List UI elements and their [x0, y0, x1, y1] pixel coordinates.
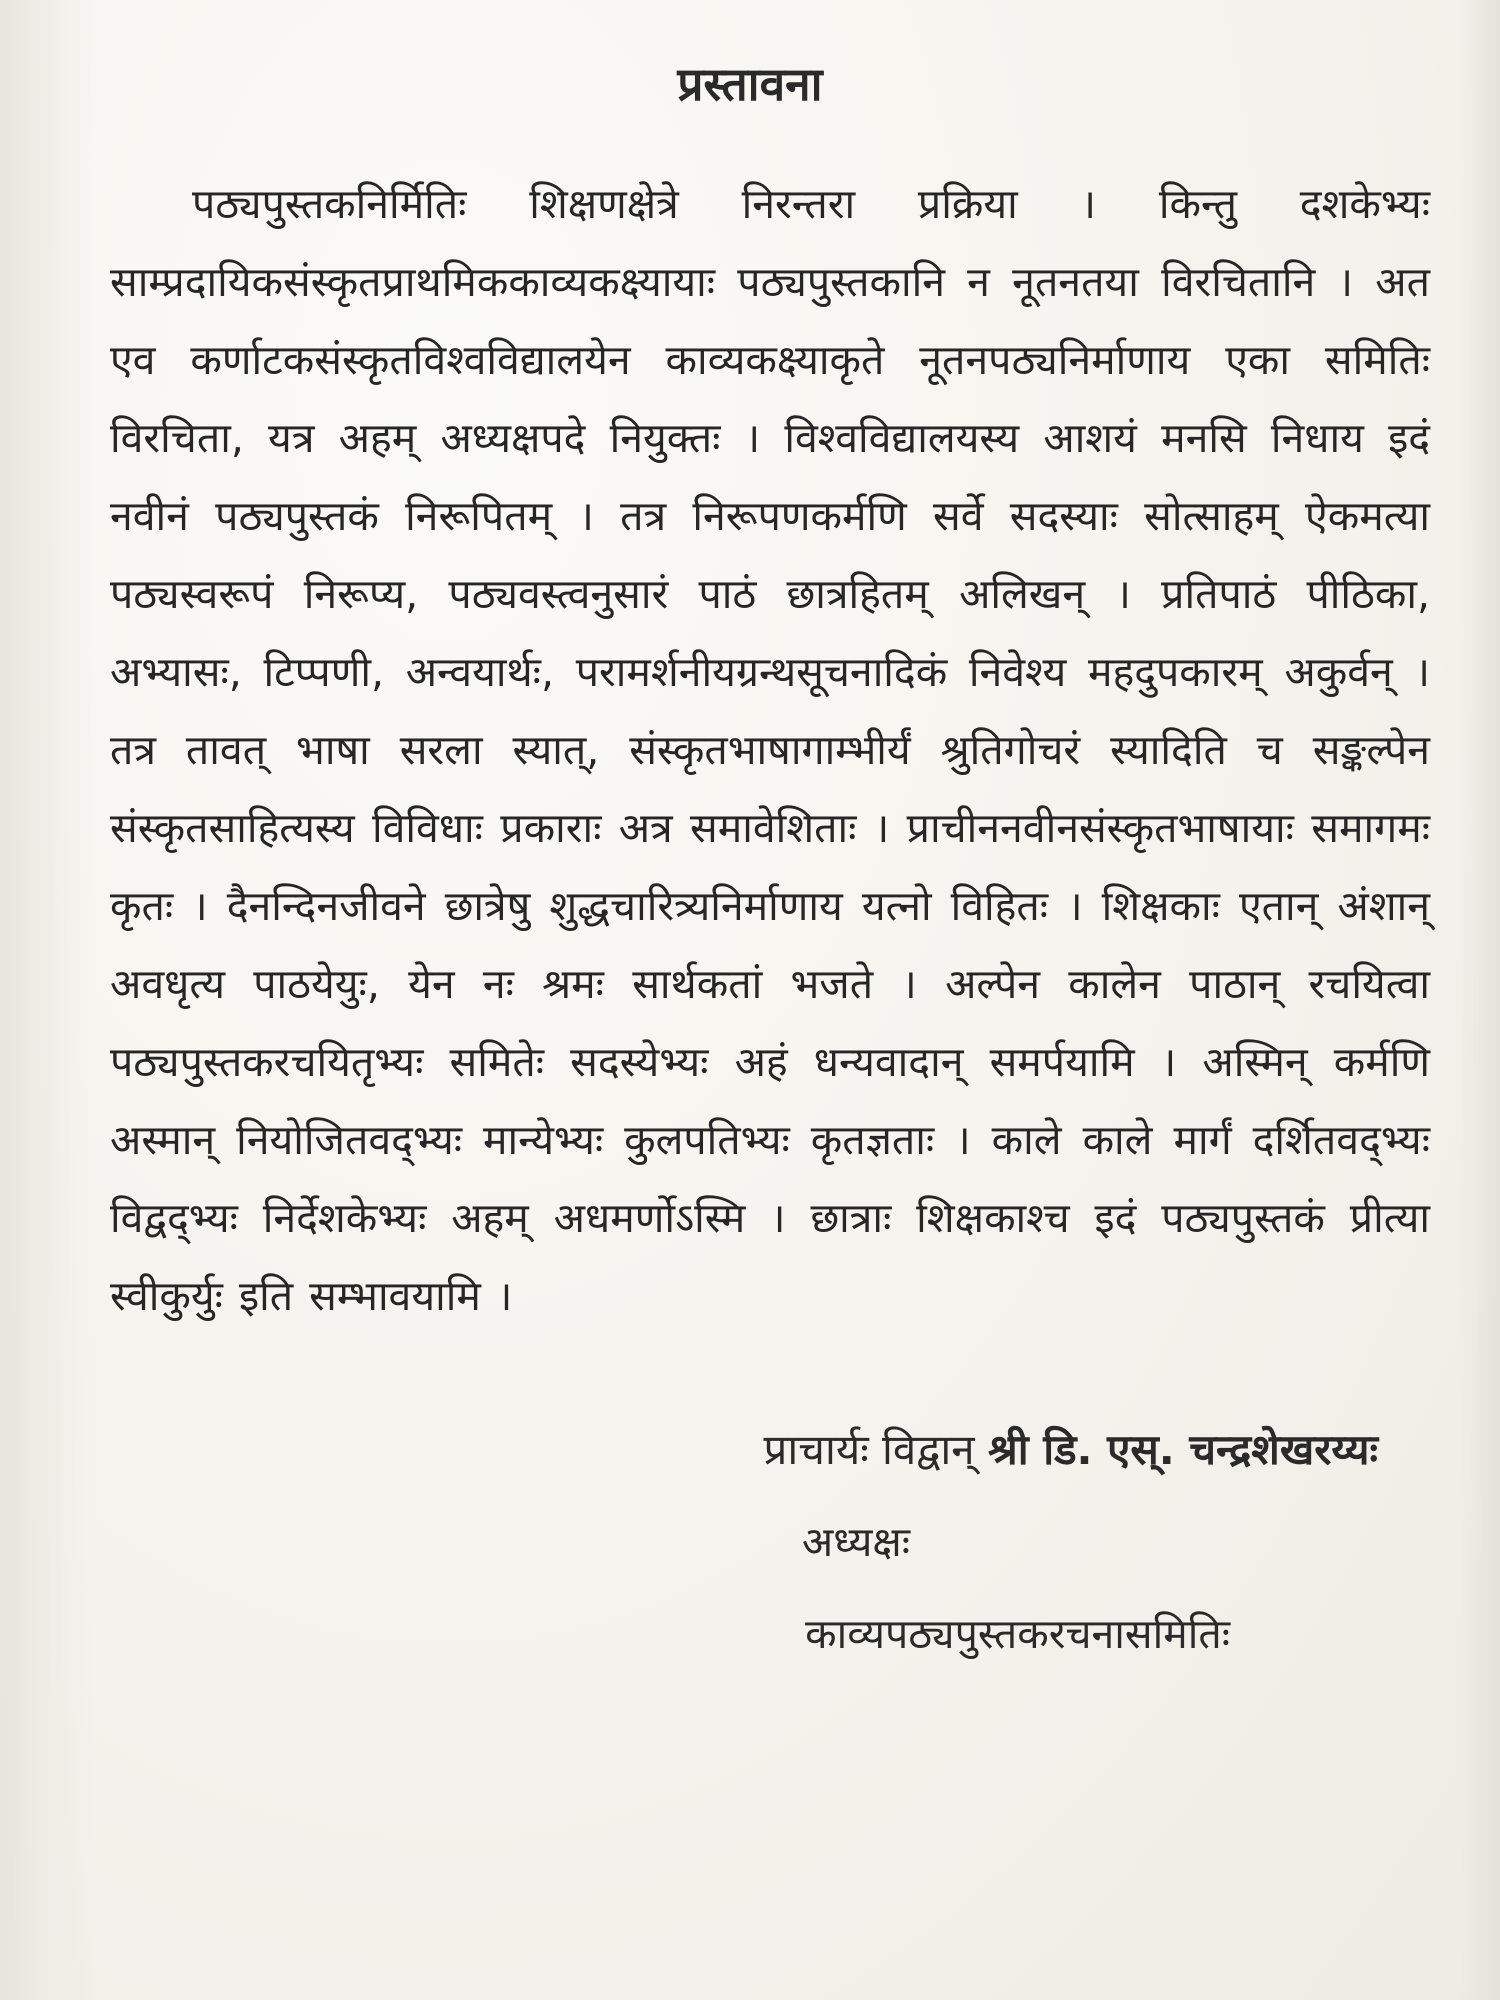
preface-body: पठ्यपुस्तकनिर्मितिः शिक्षणक्षेत्रे निरन्तरा प्रक्रिया । किन्तु दशकेभ्यः साम्प्रदायिकसंस्कृतप्राथमिककाव्यकक्ष्यायाः पठ्यपुस्तकानि न नूतनतया विरचितानि । अत एव कर्णाटकसंस्कृतविश्वविद्यालयेन काव्यकक्ष्याकृते नूतनपठ्यनिर्माणाय एका समितिः विरचिता, यत्र अहम् अध्यक्षपदे नियुक्तः । विश्वविद्यालयस्य आशयं मनसि निधाय इदं नवीनं पठ्यपुस्तकं निरूपितम् । तत्र निरूपणकर्मणि सर्वे सदस्याः सोत्साहम् ऐकमत्या पठ्यस्वरूपं निरूप्य, पठ्यवस्त्वनुसारं पाठं छात्रहितम् अलिखन् । प्रतिपाठं पीठिका, अभ्यासः, टिप्पणी, अन्वयार्थः, परामर्शनीयग्रन्थसूचनादिकं निवेश्य महदुपकारम् अकुर्वन् । तत्र तावत् भाषा सरला स्यात्, संस्कृतभाषागाम्भीर्यं श्रुतिगोचरं स्यादिति च सङ्कल्पेन संस्कृतसाहित्यस्य विविधाः प्रकाराः अत्र समावेशिताः । प्राचीननवीनसंस्कृतभाषायाः समागमः कृतः । दैनन्दिनजीवने छात्रेषु शुद्धचारित्र्यनिर्माणाय यत्नो विहितः । शिक्षकाः एतान् अंशान् अवधृत्य पाठयेयुः, येन नः श्रमः सार्थकतां भजते । अल्पेन कालेन पाठान् रचयित्वा पठ्यपुस्तकरचयितृभ्यः समितेः सदस्येभ्यः अहं धन्यवादान् समर्पयामि । अस्मिन् कर्मणि अस्मान् नियोजितवद्भ्यः मान्येभ्यः कुलपतिभ्यः कृतज्ञताः । काले काले मार्गं दर्शितवद्भ्यः विद्वद्भ्यः निर्देशकेभ्यः अहम् अधमर्णोऽस्मि । छात्राः शिक्षकाश्च इदं पठ्यपुस्तकं प्रीत्या स्वीकुर्युः इति सम्भावयामि ।: [110, 180, 1430, 1320]
signature-line: [764, 1420, 1378, 1477]
scan-edge-shadow-left: [0, 0, 95, 2000]
page-title: प्रस्तावना: [677, 57, 823, 111]
signature-role: अध्यक्षः: [801, 1518, 911, 1566]
scan-edge-shadow-right: [1460, 0, 1500, 2000]
signature-name: श्री डि. एस्. चन्द्रशेखरय्यः: [987, 1425, 1378, 1474]
signature-prefix: प्राचार्यः विद्वान्: [763, 1425, 975, 1474]
signature-committee: काव्यपठ्यपुस्तकरचनासमितिः: [805, 1610, 1230, 1658]
